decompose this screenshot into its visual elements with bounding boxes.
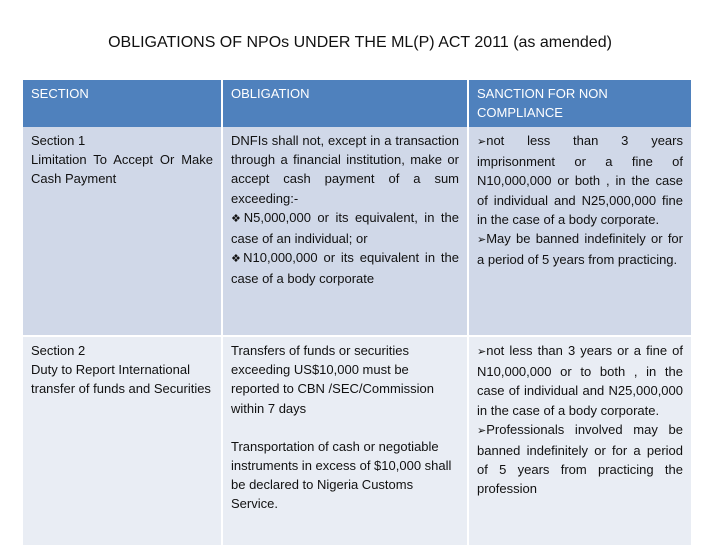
section-title: Section 1: [31, 133, 86, 148]
arrow-bullet-icon: ➢: [477, 346, 487, 358]
sanction-cell: [468, 127, 691, 336]
obligation-cell: [222, 336, 468, 545]
sanction-bullet: ➢Professionals involved may be banned indefinitely or for a period of 5 years from practicing the profession: [477, 421, 683, 497]
header-obligation: OBLIGATION: [222, 80, 468, 127]
section-description: Limitation To Accept Or Make Cash Payment: [31, 152, 213, 187]
page-title: OBLIGATIONS OF NPOs UNDER THE ML(P) ACT 2011 (as amended): [108, 34, 612, 51]
header-sanction: SANCTION FOR NON COMPLIANCE: [468, 80, 691, 127]
obligations-table: [23, 80, 691, 545]
header-section: SECTION: [23, 80, 222, 127]
section-title: Section 2: [31, 343, 86, 358]
arrow-bullet-icon: ➢: [477, 234, 487, 247]
table-row: [23, 127, 691, 336]
sanction-bullet: ➢not less than 3 years imprisonment or a fine of N10,000,000 or both , in the case of individual and N25,000,000 fine in the case of a body corporate.: [477, 133, 683, 227]
arrow-bullet-icon: ➢: [477, 136, 487, 148]
table-header-row: [23, 80, 691, 127]
diamond-bullet-icon: ❖: [231, 253, 244, 266]
section-cell: [23, 336, 222, 545]
obligation-intro: DNFIs shall not, except in a transaction through a financial institution, make or accept cash payment of a sum exceeding:-: [231, 133, 459, 206]
diamond-bullet-icon: ❖: [231, 212, 244, 225]
sanction-cell: [468, 336, 691, 545]
obligation-cell: [222, 127, 468, 336]
section-cell: [23, 127, 222, 336]
obligation-paragraph: Transportation of cash or negotiable instruments in excess of $10,000 shall be declared to Nigeria Customs Service.: [231, 438, 452, 512]
obligation-bullet: ❖N10,000,000 or its equivalent in the case of a body corporate: [231, 250, 459, 287]
obligation-bullet: ❖N5,000,000 or its equivalent, in the case of an individual; or: [231, 209, 459, 247]
sanction-bullet: ➢May be banned indefinitely or for a period of 5 years from practicing.: [477, 231, 683, 268]
obligation-paragraph: Transfers of funds or securities exceeding US$10,000 must be reported to CBN /SEC/Commission within 7 days: [231, 343, 435, 416]
sanction-bullet: ➢not less than 3 years or a fine of N10,000,000 or to both , in the case of individual and N25,000,000 in the case of a body corporate.: [477, 343, 683, 418]
section-description: Duty to Report International transfer of funds and Securities: [31, 362, 211, 397]
arrow-bullet-icon: ➢: [477, 424, 487, 437]
table-row: [23, 336, 691, 545]
